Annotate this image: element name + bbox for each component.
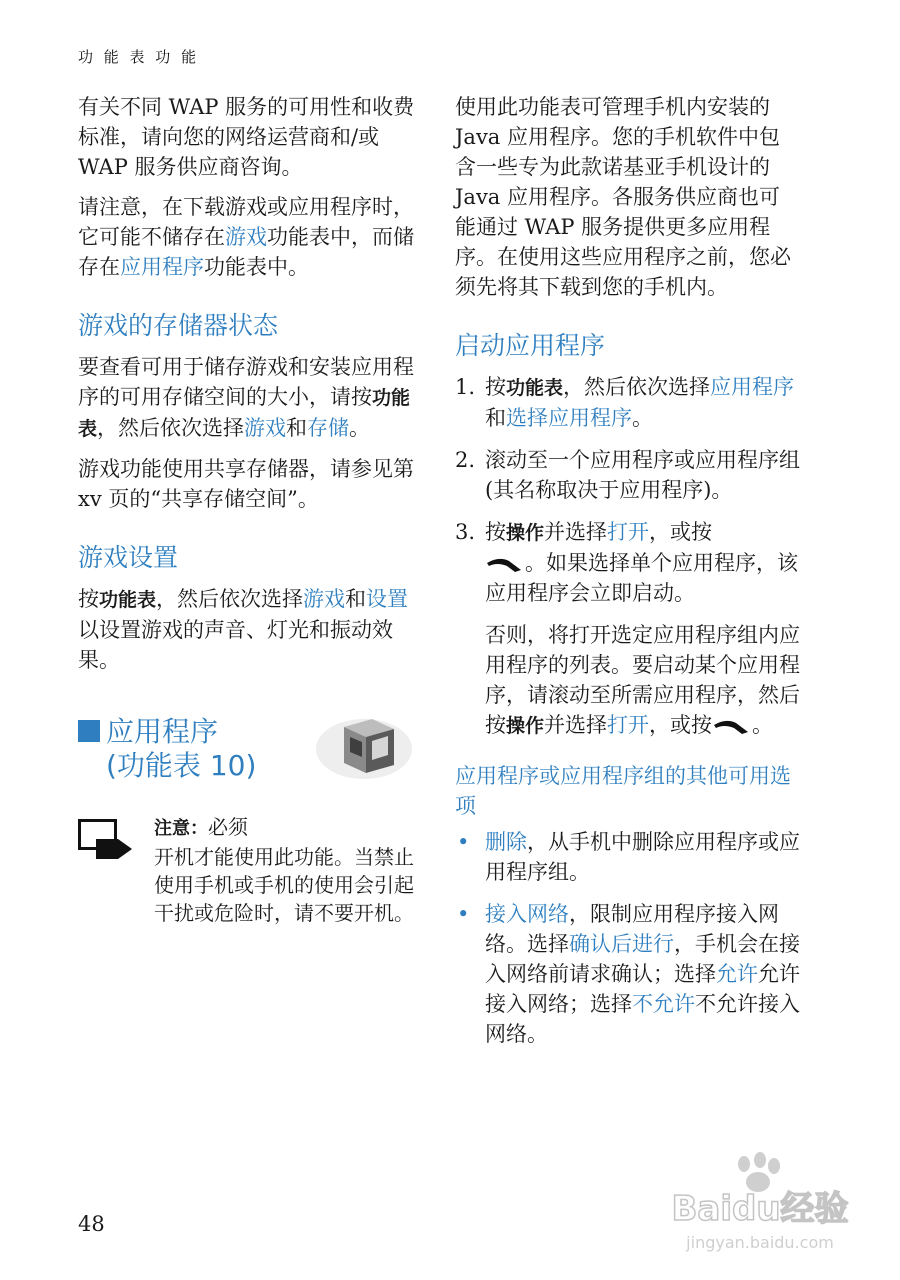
- bold-menu: 功能表: [506, 377, 564, 399]
- chapter-square-marker: [78, 720, 100, 742]
- page-number: 48: [78, 1212, 105, 1236]
- game-settings-paragraph: 按功能表，然后依次选择游戏和设置以设置游戏的声音、灯光和振动效果。: [78, 587, 409, 672]
- bullet-marker: •: [457, 830, 470, 854]
- call-key-icon: [485, 556, 525, 574]
- right-column: [455, 92, 800, 1061]
- heading-other-options: 应用程序或应用程序组的其他可用选项: [455, 764, 791, 818]
- link-games[interactable]: 游戏: [244, 416, 287, 440]
- list-item: 3. 按操作并选择打开，或按 。如果选择单个应用程序，该应用程序会立即启动。: [455, 520, 798, 605]
- link-delete[interactable]: 删除: [485, 830, 527, 854]
- link-network-access[interactable]: 接入网络: [485, 902, 569, 926]
- link-open[interactable]: 打开: [607, 713, 650, 737]
- link-games[interactable]: 游戏: [303, 587, 346, 611]
- note-hand-icon: [78, 819, 134, 861]
- link-memory[interactable]: 存储: [307, 416, 350, 440]
- left-column: [78, 92, 420, 927]
- link-applications[interactable]: 应用程序: [710, 375, 795, 399]
- shared-memory-paragraph: 游戏功能使用共享存储器，请参见第 xv 页的“共享存储空间”。: [78, 457, 414, 511]
- running-head: 功 能 表 功 能: [78, 48, 200, 66]
- note-label: 注意：: [154, 818, 208, 839]
- memory-status-paragraph: 要查看可用于储存游戏和安装应用程序的可用存储空间的大小，请按功能表，然后依次选择游戏和存储。: [78, 355, 414, 440]
- svg-text:Baidu经验: Baidu经验: [671, 1189, 849, 1229]
- link-select-application[interactable]: 选择应用程序: [506, 406, 632, 430]
- chapter-heading-applications: [78, 715, 420, 785]
- link-not-allow[interactable]: 不允许: [632, 992, 695, 1016]
- bold-options: 操作: [506, 715, 545, 737]
- heading-game-memory-status: 游戏的存储器状态: [78, 311, 279, 340]
- baidu-jingyan-watermark: [640, 1150, 880, 1260]
- link-settings[interactable]: 设置: [366, 587, 409, 611]
- bold-menu: 功能表: [78, 387, 411, 440]
- intro-paragraph: 有关不同 WAP 服务的可用性和收费标准，请向您的网络运营商和/或 WAP 服务供应商咨询。: [78, 95, 415, 179]
- download-note-paragraph: 请注意，在下载游戏或应用程序时，它可能不储存在游戏功能表中，而储存在应用程序功能表中。: [78, 195, 414, 279]
- applications-cube-icon: [314, 709, 414, 783]
- list-item: 1. 按功能表，然后依次选择应用程序和选择应用程序。: [455, 375, 795, 430]
- svg-text:jingyan.baidu.com: jingyan.baidu.com: [686, 1233, 834, 1252]
- link-ask-first[interactable]: 确认后进行: [569, 932, 674, 956]
- link-applications[interactable]: 应用程序: [120, 255, 204, 279]
- options-list: [455, 827, 800, 1049]
- chapter-title: 应用程序: [106, 715, 219, 748]
- chapter-subtitle: (功能表 10): [106, 749, 257, 782]
- applications-intro-paragraph: 使用此功能表可管理手机内安装的 Java 应用程序。您的手机软件中包含一些专为此款诺基亚手机设计的 Java 应用程序。各服务供应商也可能通过 WAP 服务提供更多应用程序。在使用这些应用程序之前，您必须先将其下载到您的手机内。: [455, 95, 791, 299]
- launch-steps-list: [455, 372, 800, 608]
- bold-menu: 功能表: [99, 589, 157, 611]
- heading-game-settings: 游戏设置: [78, 543, 179, 572]
- list-item: 2. 滚动至一个应用程序或应用程序组 (其名称取决于应用程序)。: [455, 448, 800, 502]
- list-item: • 删除，从手机中删除应用程序或应用程序组。: [455, 827, 800, 887]
- heading-launch-application: 启动应用程序: [455, 331, 606, 360]
- step3-continuation: 否则，将打开选定应用程序组内应用程序的列表。要启动某个应用程序，请滚动至所需应用程序，然后按操作并选择打开，或按 。: [485, 623, 800, 737]
- call-key-icon: [712, 718, 752, 736]
- safety-note: 注意：必须 开机才能使用此功能。当禁止使用手机或手机的使用会引起干扰或危险时，请不要开机。: [78, 813, 420, 927]
- bullet-marker: •: [457, 902, 470, 926]
- list-item: • 接入网络，限制应用程序接入网络。选择确认后进行，手机会在接入网络前请求确认；选择允许允许接入网络；选择不允许不允许接入网络。: [455, 899, 800, 1049]
- link-open[interactable]: 打开: [607, 520, 650, 544]
- note-text: 开机才能使用此功能。当禁止使用手机或手机的使用会引起干扰或危险时，请不要开机。: [154, 845, 414, 925]
- link-games[interactable]: 游戏: [225, 225, 267, 249]
- bold-options: 操作: [506, 522, 545, 544]
- link-allow[interactable]: 允许: [716, 962, 758, 986]
